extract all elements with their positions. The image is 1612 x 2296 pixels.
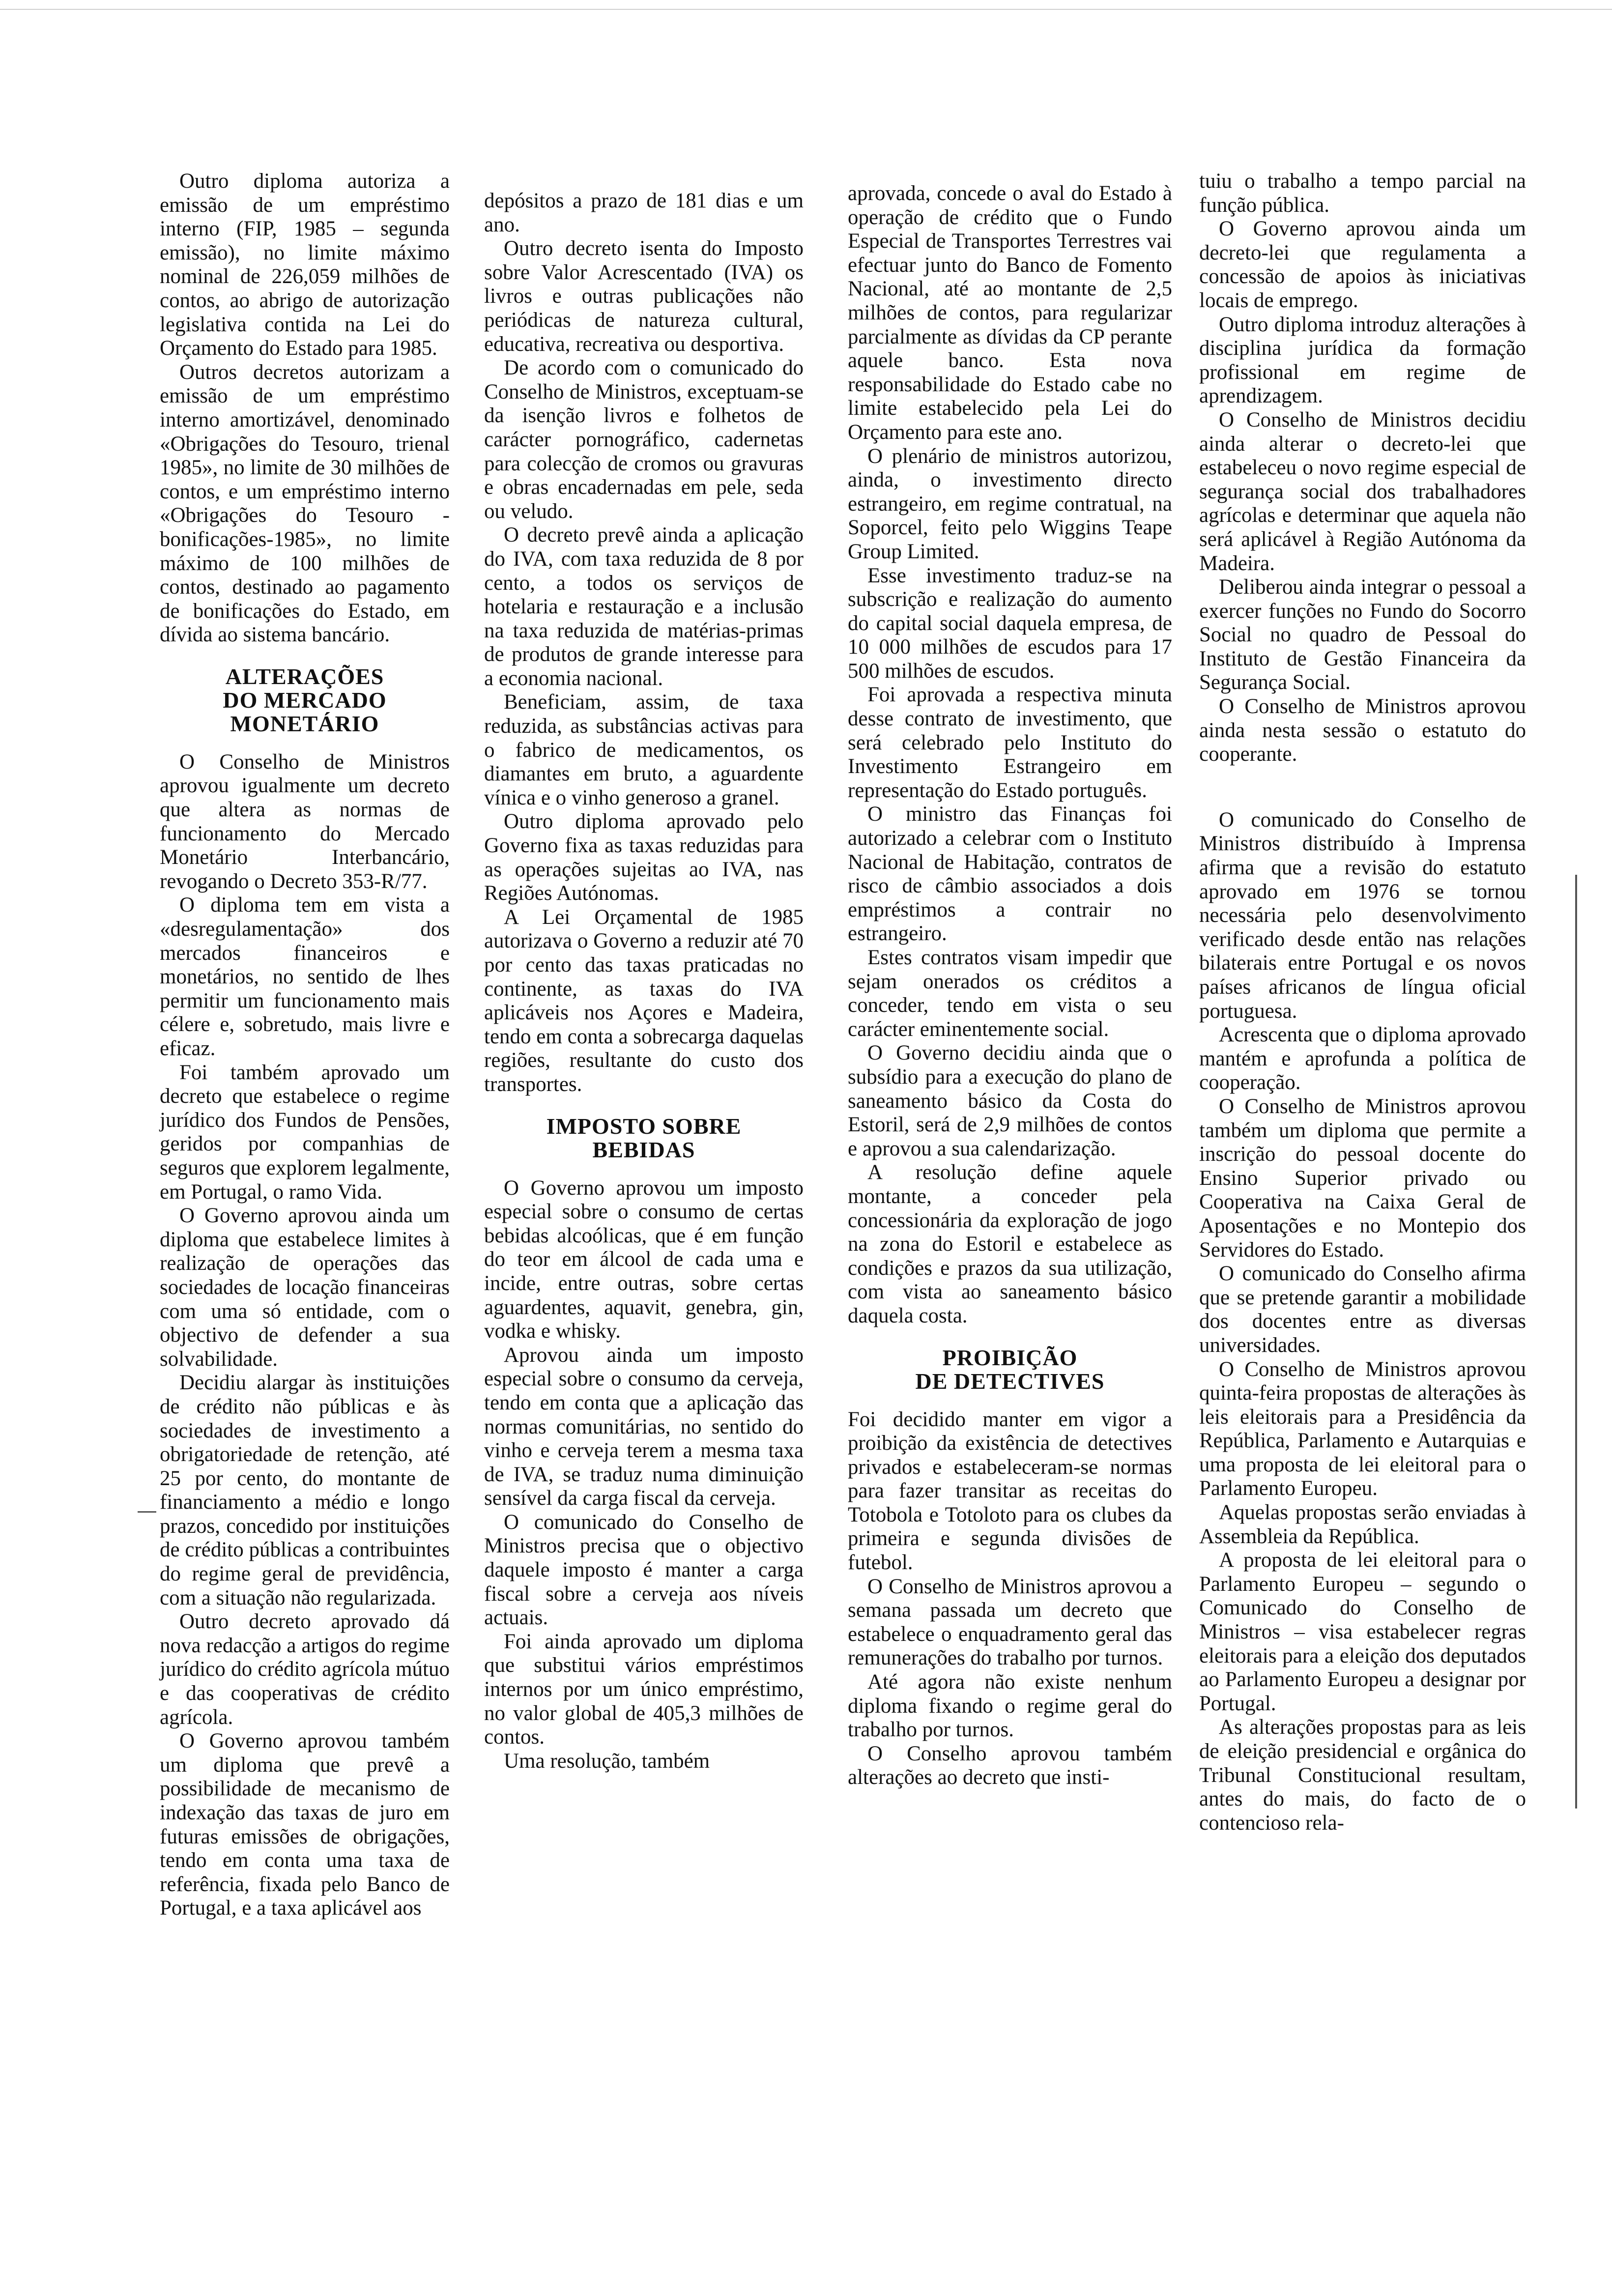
article-paragraph: A proposta de lei eleitoral para o Parlamento Europeu – segundo o Comunicado do Conselho de Ministros – visa estabelecer regras eleitorais para a eleição dos deputados ao Parlamento Europeu a designar por Portugal. bbox=[1199, 1549, 1526, 1715]
article-paragraph: O Governo aprovou um imposto especial sobre o consumo de certas bebidas alcoólicas, que é em função do teor em álcool de cada uma e incide, entre outras, sobre certas aguardentes, aquavit, genebra, gin, vodka e whisky. bbox=[484, 1176, 804, 1343]
top-rule bbox=[0, 9, 1612, 10]
article-paragraph: Outro diploma aprovado pelo Governo fixa as taxas reduzidas para as operações sujeitas ao IVA, nas Regiões Autónomas. bbox=[484, 810, 804, 905]
article-paragraph: Beneficiam, assim, de taxa reduzida, as substâncias activas para o fabrico de medicamentos, os diamantes em bruto, a aguardente vínica e o vinho generoso a granel. bbox=[484, 690, 804, 809]
section-heading-line: PROIBIÇÃO bbox=[942, 1345, 1078, 1370]
section-heading-line: BEBIDAS bbox=[592, 1137, 695, 1162]
article-paragraph: O Conselho de Ministros aprovou quinta-feira propostas de alterações às leis eleitorais para a Presidência da República, Parlamento e Autarquias e uma proposta de lei eleitoral para o Parlamento Europeu. bbox=[1199, 1357, 1526, 1500]
article-paragraph: As alterações propostas para as leis de eleição presidencial e orgânica do Tribunal Constitucional resultam, antes do mais, do facto de o contencioso rela- bbox=[1199, 1716, 1526, 1835]
section-gap bbox=[1199, 767, 1526, 808]
article-paragraph: O Conselho de Ministros aprovou igualmente um decreto que altera as normas de funcionamento do Mercado Monetário Interbancário, revogando o Decreto 353-R/77. bbox=[160, 750, 450, 893]
article-paragraph: Foi ainda aprovado um diploma que substitui vários empréstimos internos por um único empréstimo, no valor global de 405,3 milhões de contos. bbox=[484, 1630, 804, 1749]
article-paragraph: O Governo aprovou também um diploma que prevê a possibilidade de mecanismo de indexação das taxas de juro em futuras emissões de obrigações, tendo em conta uma taxa de referência, fixada pelo Banco de Portugal, e a taxa aplicável aos bbox=[160, 1729, 450, 1920]
article-paragraph: O Governo aprovou ainda um decreto-lei que regulamenta a concessão de apoios às iniciativas locais de emprego. bbox=[1199, 217, 1526, 312]
article-paragraph: O Conselho de Ministros aprovou ainda nesta sessão o estatuto do cooperante. bbox=[1199, 695, 1526, 766]
article-paragraph: aprovada, concede o aval do Estado à operação de crédito que o Fundo Especial de Transportes Terrestres vai efectuar junto do Banco de Fomento Nacional, até ao montante de 2,5 milhões de contos, para regularizar parcialmente as dívidas da CP perante aquele banco. Esta nova responsabilidade do Estado cabe no limite estabelecido pela Lei do Orçamento para este ano. bbox=[848, 182, 1172, 444]
article-paragraph: O ministro das Finanças foi autorizado a celebrar com o Instituto Nacional de Habitação, contratos de risco de câmbio associados a dois empréstimos a contrair no estrangeiro. bbox=[848, 803, 1172, 946]
article-paragraph: Acrescenta que o diploma aprovado mantém e aprofunda a política de cooperação. bbox=[1199, 1023, 1526, 1094]
article-paragraph: Estes contratos visam impedir que sejam onerados os créditos a conceder, tendo em vista o seu carácter eminentemente social. bbox=[848, 946, 1172, 1041]
article-paragraph: O plenário de ministros autorizou, ainda, o investimento directo estrangeiro, em regime contratual, na Soporcel, feito pelo Wiggins Teape Group Limited. bbox=[848, 444, 1172, 563]
article-paragraph: tuiu o trabalho a tempo parcial na função pública. bbox=[1199, 170, 1526, 217]
article-paragraph: Outro decreto aprovado dá nova redacção a artigos do regime jurídico do crédito agrícola mútuo e das cooperativas de crédito agrícola. bbox=[160, 1610, 450, 1729]
right-edge-scan-mark bbox=[1575, 875, 1577, 1808]
article-paragraph: O Conselho de Ministros aprovou a semana passada um decreto que estabelece o enquadramento geral das remunerações do trabalho por turnos. bbox=[848, 1575, 1172, 1670]
article-paragraph: O comunicado do Conselho de Ministros precisa que o objectivo daquele imposto é manter a carga fiscal sobre a cerveja aos níveis actuais. bbox=[484, 1510, 804, 1630]
column-4 bbox=[1199, 170, 1526, 1835]
section-heading-line: IMPOSTO SOBRE bbox=[546, 1113, 742, 1139]
article-paragraph: Outro diploma introduz alterações à disciplina jurídica da formação profissional em regime de aprendizagem. bbox=[1199, 313, 1526, 408]
article-paragraph: De acordo com o comunicado do Conselho de Ministros, exceptuam-se da isenção livros e folhetos de carácter pornográfico, cadernetas para colecção de cromos ou gravuras e obras encadernadas em pele, seda ou veludo. bbox=[484, 356, 804, 523]
article-paragraph: O decreto prevê ainda a aplicação do IVA, com taxa reduzida de 8 por cento, a todos os serviços de hotelaria e restauração e a inclusão na taxa reduzida de matérias-primas de produtos de grande interesse para a economia nacional. bbox=[484, 523, 804, 690]
article-paragraph: O Conselho de Ministros aprovou também um diploma que permite a inscrição do pessoal docente do Ensino Superior privado ou Cooperativa na Caixa Geral de Aposentações e no Montepio dos Servidores do Estado. bbox=[1199, 1094, 1526, 1262]
article-paragraph: Aprovou ainda um imposto especial sobre o consumo da cerveja, tendo em conta que a aplicação das normas comunitárias, no sentido do vinho e cerveja terem a mesma taxa de IVA, se traduz numa diminuição sensível da carga fiscal da cerveja. bbox=[484, 1343, 804, 1510]
article-paragraph: O comunicado do Conselho de Ministros distribuído à Imprensa afirma que a revisão do estatuto aprovado em 1976 se tornou necessária pelo desenvolvimento verificado desde então nas relações bilaterais entre Portugal e os novos países africanos de língua oficial portuguesa. bbox=[1199, 808, 1526, 1023]
article-paragraph: A resolução define aquele montante, a conceder pela concessionária da exploração de jogo na zona do Estoril e estabelece as condições e prazos da sua utilização, com vista ao saneamento básico daquela costa. bbox=[848, 1161, 1172, 1327]
article-paragraph: Outros decretos autorizam a emissão de um empréstimo interno amortizável, denominado «Obrigações do Tesouro, trienal 1985», no limite de 30 milhões de contos, e um empréstimo interno «Obrigações do Tesouro - bonificações-1985», no limite máximo de 100 milhões de contos, destinado ao pagamento de bonificações do Estado, em dívida ao sistema bancário. bbox=[160, 360, 450, 647]
left-edge-scan-tick bbox=[138, 1511, 156, 1513]
article-paragraph: Aquelas propostas serão enviadas à Assembleia da República. bbox=[1199, 1501, 1526, 1548]
article-paragraph: Foi decidido manter em vigor a proibição da existência de detectives privados e estabeleceram-se normas para fazer transitar as receitas do Totobola e Totoloto para os clubes da primeira e segunda divisões de futebol. bbox=[848, 1407, 1172, 1575]
article-paragraph: Decidiu alargar às instituições de crédito não públicas e às sociedades de investimento a obrigatoriedade de retenção, até 25 por cento, do montante de financiamento a médio e longo prazos, concedido por instituições de crédito públicas a contribuintes do regime geral de previdência, com a situação não regularizada. bbox=[160, 1371, 450, 1609]
article-paragraph: Outro diploma autoriza a emissão de um empréstimo interno (FIP, 1985 – segunda emissão), no limite máximo nominal de 226,059 milhões de contos, ao abrigo de autorização legislativa contida na Lei do Orçamento do Estado para 1985. bbox=[160, 170, 450, 360]
article-paragraph: O diploma tem em vista a «desregulamentação» dos mercados financeiros e monetários, no sentido de lhes permitir um funcionamento mais célere e, sobretudo, mais livre e eficaz. bbox=[160, 893, 450, 1060]
article-paragraph: Deliberou ainda integrar o pessoal a exercer funções no Fundo do Socorro Social no quadro de Pessoal do Instituto de Gestão Financeira da Segurança Social. bbox=[1199, 575, 1526, 694]
article-paragraph: O Governo aprovou ainda um diploma que estabelece limites à realização de operações das sociedades de locação financeiras com uma só entidade, com o objectivo de defender a sua solvabilidade. bbox=[160, 1204, 450, 1371]
section-heading bbox=[848, 1346, 1172, 1393]
column-2 bbox=[484, 189, 804, 1773]
article-paragraph: O Conselho de Ministros decidiu ainda alterar o decreto-lei que estabeleceu o novo regime especial de segurança social dos trabalhadores agrícolas e determinar que aquela não será aplicável à Região Autónoma da Madeira. bbox=[1199, 408, 1526, 575]
article-paragraph: Esse investimento traduz-se na subscrição e realização do aumento do capital social daquela empresa, de 10 000 milhões de escudos para 17 500 milhões de escudos. bbox=[848, 564, 1172, 683]
section-heading-line: DO MERCADO bbox=[223, 687, 387, 713]
section-heading-line: MONETÁRIO bbox=[230, 711, 379, 736]
section-heading-line: ALTERAÇÕES bbox=[225, 663, 384, 689]
article-paragraph: O Governo decidiu ainda que o subsídio para a execução do plano de saneamento básico da Costa do Estoril, será de 2,9 milhões de contos e aprovou a sua calendarização. bbox=[848, 1041, 1172, 1160]
column-3 bbox=[848, 182, 1172, 1790]
article-paragraph: Uma resolução, também bbox=[504, 1749, 710, 1773]
article-paragraph: A Lei Orçamental de 1985 autorizava o Governo a reduzir até 70 por cento das taxas praticadas no continente, as taxas do IVA aplicáveis nos Açores e Madeira, tendo em conta a sobrecarga daquelas regiões, resultante do custo dos transportes. bbox=[484, 905, 804, 1096]
article-paragraph: depósitos a prazo de 181 dias e um ano. bbox=[484, 189, 804, 236]
section-heading-line: DE DETECTIVES bbox=[915, 1368, 1105, 1394]
column-1 bbox=[160, 170, 450, 1921]
article-paragraph: Outro decreto isenta do Imposto sobre Valor Acrescentado (IVA) os livros e outras publicações não periódicas de natureza cultural, educativa, recreativa ou desportiva. bbox=[484, 237, 804, 356]
section-heading bbox=[160, 665, 450, 736]
article-paragraph: Foi também aprovado um decreto que estabelece o regime jurídico dos Fundos de Pensões, geridos por companhias de seguros que explorem legalmente, em Portugal, o ramo Vida. bbox=[160, 1061, 450, 1204]
article-paragraph: O comunicado do Conselho afirma que se pretende garantir a mobilidade dos docentes entre as diversas universidades. bbox=[1199, 1262, 1526, 1357]
section-heading bbox=[484, 1115, 804, 1162]
article-paragraph: O Conselho aprovou também alterações ao decreto que insti- bbox=[848, 1742, 1172, 1789]
article-paragraph: Foi aprovada a respectiva minuta desse contrato de investimento, que será celebrado pelo Instituto do Investimento Estrangeiro em representação do Estado português. bbox=[848, 683, 1172, 802]
article-paragraph: Até agora não existe nenhum diploma fixando o regime geral do trabalho por turnos. bbox=[848, 1670, 1172, 1742]
